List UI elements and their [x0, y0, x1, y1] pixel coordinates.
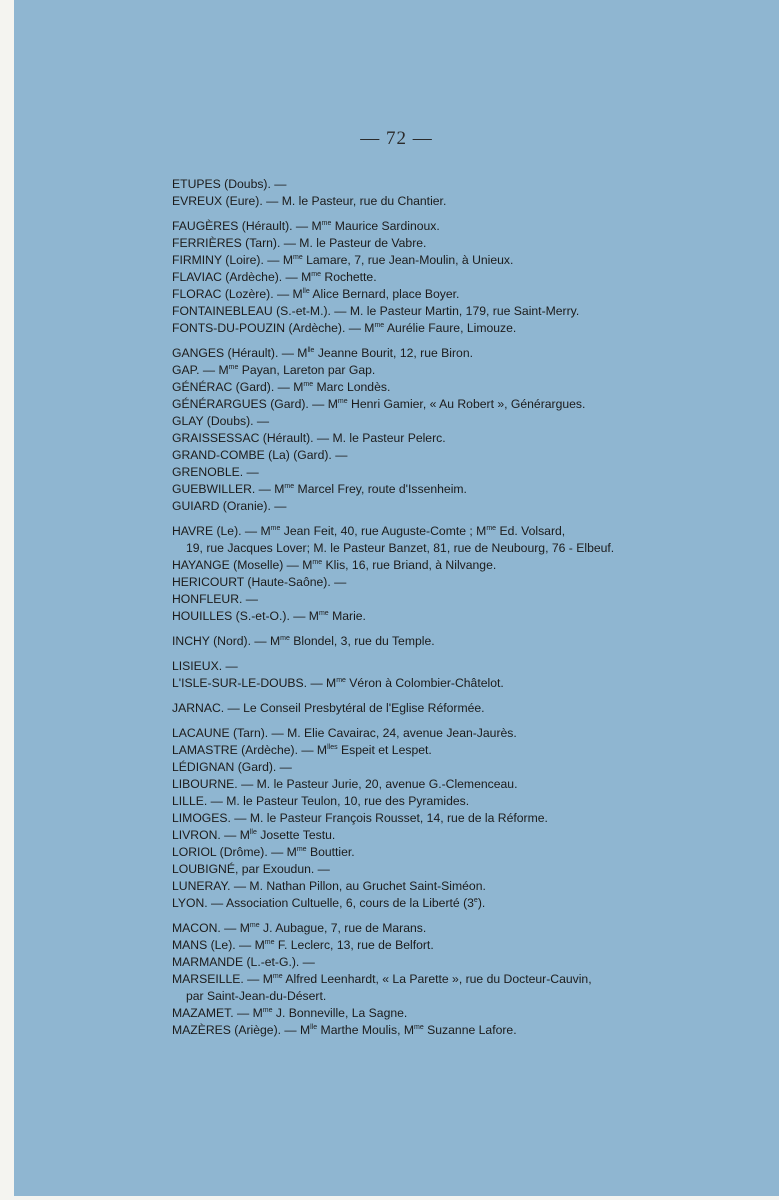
- title-superscript: me: [280, 635, 290, 642]
- entry-text: LISIEUX. —: [172, 659, 238, 673]
- directory-list: [172, 176, 692, 1039]
- directory-entry: [172, 362, 692, 379]
- entry-text: GUIARD (Oranie). —: [172, 499, 287, 513]
- title-superscript: lle: [307, 347, 315, 354]
- directory-entry: [172, 557, 692, 574]
- entry-text: LYON. — Association Cultuelle, 6, cours de la Liberté (3: [172, 896, 474, 910]
- directory-entry: [172, 658, 692, 675]
- title-superscript: me: [486, 525, 497, 532]
- directory-entry: [172, 345, 692, 362]
- entry-text: JARNAC. — Le Conseil Presbytéral de l'Eglise Réformée.: [172, 701, 485, 715]
- directory-entry: [172, 827, 692, 844]
- directory-entry: [172, 303, 692, 320]
- entry-text: Jean Feit, 40, rue Auguste-Comte ; M: [280, 524, 487, 538]
- title-superscript: me: [318, 610, 329, 617]
- entry-text: GUEBWILLER. — M: [172, 482, 285, 496]
- entry-text: LACAUNE (Tarn). — M. Elie Cavairac, 24, avenue Jean-Jaurès.: [172, 726, 517, 740]
- entry-text: FERRIÈRES (Tarn). — M. le Pasteur de Vabre.: [172, 236, 427, 250]
- entry-text: GRENOBLE. —: [172, 465, 259, 479]
- entry-text: LIBOURNE. — M. le Pasteur Jurie, 20, avenue G.-Clemenceau.: [172, 777, 518, 791]
- directory-entry: [172, 498, 692, 515]
- entry-text: FIRMINY (Loire). — M: [172, 253, 293, 267]
- document-page: [14, 0, 779, 1196]
- entry-text: LUNERAY. — M. Nathan Pillon, au Gruchet Saint-Siméon.: [172, 879, 486, 893]
- group-separator: [172, 650, 692, 658]
- entry-text: Maurice Sardinoux.: [331, 219, 440, 233]
- entry-text: Blondel, 3, rue du Temple.: [289, 634, 435, 648]
- entry-text: FONTAINEBLEAU (S.-et-M.). — M. le Pasteur Martin, 179, rue Saint-Merry.: [172, 304, 580, 318]
- title-superscript: me: [321, 220, 332, 227]
- title-superscript: me: [303, 381, 314, 388]
- directory-entry: [172, 810, 692, 827]
- entry-text: Payan, Lareton par Gap.: [238, 363, 376, 377]
- directory-entry: [172, 430, 692, 447]
- entry-text: Bouttier.: [306, 845, 355, 859]
- entry-text: Henri Gamier, « Au Robert », Générargues.: [347, 397, 586, 411]
- entry-text: GANGES (Hérault). — M: [172, 346, 308, 360]
- directory-entry: [172, 675, 692, 692]
- entry-text: EVREUX (Eure). — M. le Pasteur, rue du Chantier.: [172, 194, 447, 208]
- title-superscript: me: [262, 1007, 273, 1014]
- directory-entry: [172, 1005, 692, 1022]
- directory-entry: [172, 286, 692, 303]
- entry-text: Ed. Volsard,: [496, 524, 566, 538]
- entry-text: L'ISLE-SUR-LE-DOUBS. — M: [172, 676, 337, 690]
- entry-text: ).: [477, 896, 486, 910]
- entry-text: Véron à Colombier-Châtelot.: [345, 676, 504, 690]
- entry-text: Marc Londès.: [313, 380, 391, 394]
- entry-text: J. Aubague, 7, rue de Marans.: [259, 921, 427, 935]
- entry-text: J. Bonneville, La Sagne.: [272, 1006, 408, 1020]
- directory-entry: [172, 252, 692, 269]
- entry-text: LAMASTRE (Ardèche). — M: [172, 743, 328, 757]
- directory-entry: [172, 878, 692, 895]
- entry-text: Alfred Leenhardt, « La Parette », rue du Docteur-Cauvin,: [282, 972, 592, 986]
- entry-text: LIVRON. — M: [172, 828, 250, 842]
- directory-entry: [172, 523, 692, 557]
- entry-text: MAZAMET. — M: [172, 1006, 263, 1020]
- directory-entry: [172, 235, 692, 252]
- directory-entry: [172, 742, 692, 759]
- directory-entry: [172, 320, 692, 337]
- title-superscript: me: [249, 922, 260, 929]
- group-separator: [172, 912, 692, 920]
- entry-text: LIMOGES. — M. le Pasteur François Rousset, 14, rue de la Réforme.: [172, 811, 548, 825]
- group-separator: [172, 692, 692, 700]
- entry-text: FAUGÈRES (Hérault). — M: [172, 219, 322, 233]
- directory-entry: [172, 269, 692, 286]
- directory-entry: [172, 481, 692, 498]
- entry-text: LILLE. — M. le Pasteur Teulon, 10, rue des Pyramides.: [172, 794, 470, 808]
- group-separator: [172, 717, 692, 725]
- directory-entry: [172, 413, 692, 430]
- entry-text: Marcel Frey, route d'Issenheim.: [294, 482, 467, 496]
- entry-text: GÉNÉRARGUES (Gard). — M: [172, 397, 338, 411]
- directory-entry: [172, 920, 692, 937]
- directory-entry: [172, 608, 692, 625]
- directory-entry: [172, 447, 692, 464]
- directory-entry: [172, 793, 692, 810]
- title-superscript: me: [228, 364, 239, 371]
- entry-text: GRAISSESSAC (Hérault). — M. le Pasteur Pelerc.: [172, 431, 446, 445]
- directory-entry: [172, 759, 692, 776]
- entry-text: Suzanne Lafore.: [423, 1023, 517, 1037]
- directory-entry: [172, 844, 692, 861]
- title-superscript: lle: [302, 288, 310, 295]
- entry-text: GAP. — M: [172, 363, 229, 377]
- entry-text: GLAY (Doubs). —: [172, 414, 270, 428]
- directory-entry: [172, 954, 692, 971]
- entry-text: MAZÈRES (Ariège). — M: [172, 1023, 311, 1037]
- title-superscript: me: [264, 939, 275, 946]
- entry-text: Rochette.: [321, 270, 377, 284]
- entry-text: HOUILLES (S.-et-O.). — M: [172, 609, 319, 623]
- directory-entry: [172, 700, 692, 717]
- entry-text: GÉNÉRAC (Gard). — M: [172, 380, 304, 394]
- directory-entry: [172, 1022, 692, 1039]
- group-separator: [172, 515, 692, 523]
- entry-text: Lamare, 7, rue Jean-Moulin, à Unieux.: [302, 253, 514, 267]
- directory-entry: [172, 574, 692, 591]
- entry-text: FLAVIAC (Ardèche). — M: [172, 270, 312, 284]
- entry-text: INCHY (Nord). — M: [172, 634, 281, 648]
- entry-text: Marthe Moulis, M: [317, 1023, 415, 1037]
- entry-text: FONTS-DU-POUZIN (Ardèche). — M: [172, 321, 375, 335]
- directory-entry: [172, 176, 692, 193]
- entry-text: MARMANDE (L.-et-G.). —: [172, 955, 315, 969]
- entry-text: F. Leclerc, 13, rue de Belfort.: [274, 938, 434, 952]
- entry-text: GRAND-COMBE (La) (Gard). —: [172, 448, 348, 462]
- entry-text: Aurélie Faure, Limouze.: [384, 321, 517, 335]
- title-superscript: me: [414, 1024, 424, 1031]
- entry-continuation: par Saint-Jean-du-Désert.: [186, 989, 327, 1003]
- group-separator: [172, 210, 692, 218]
- entry-text: MARSEILLE. — M: [172, 972, 273, 986]
- entry-text: Josette Testu.: [256, 828, 336, 842]
- entry-text: MACON. — M: [172, 921, 250, 935]
- group-separator: [172, 337, 692, 345]
- title-superscript: lles: [327, 744, 338, 751]
- title-superscript: me: [311, 271, 322, 278]
- entry-text: Jeanne Bourit, 12, rue Biron.: [314, 346, 473, 360]
- directory-entry: [172, 218, 692, 235]
- title-superscript: e: [473, 897, 478, 904]
- title-superscript: me: [336, 677, 346, 684]
- directory-entry: [172, 396, 692, 413]
- directory-entry: [172, 379, 692, 396]
- entry-text: HAVRE (Le). — M: [172, 524, 271, 538]
- title-superscript: me: [272, 973, 283, 980]
- entry-text: LORIOL (Drôme). — M: [172, 845, 297, 859]
- title-superscript: lle: [310, 1024, 318, 1031]
- title-superscript: me: [296, 846, 307, 853]
- entry-text: Marie.: [328, 609, 366, 623]
- directory-entry: [172, 725, 692, 742]
- entry-text: ETUPES (Doubs). —: [172, 177, 287, 191]
- directory-entry: [172, 895, 692, 912]
- directory-entry: [172, 776, 692, 793]
- directory-entry: [172, 464, 692, 481]
- directory-entry: [172, 861, 692, 878]
- title-superscript: me: [270, 525, 281, 532]
- directory-entry: [172, 937, 692, 954]
- entry-text: Espeit et Lespet.: [337, 743, 432, 757]
- directory-entry: [172, 971, 692, 1005]
- entry-text: MANS (Le). — M: [172, 938, 265, 952]
- page-number: — 72 —: [360, 128, 433, 149]
- title-superscript: me: [284, 483, 295, 490]
- title-superscript: me: [337, 398, 348, 405]
- group-separator: [172, 625, 692, 633]
- directory-entry: [172, 591, 692, 608]
- title-superscript: me: [312, 559, 323, 566]
- directory-entry: [172, 193, 692, 210]
- title-superscript: me: [374, 322, 385, 329]
- entry-text: Klis, 16, rue Briand, à Nilvange.: [322, 558, 497, 572]
- entry-text: LÉDIGNAN (Gard). —: [172, 760, 292, 774]
- title-superscript: me: [292, 254, 303, 261]
- entry-text: HAYANGE (Moselle) — M: [172, 558, 313, 572]
- entry-text: Alice Bernard, place Boyer.: [309, 287, 460, 301]
- entry-text: LOUBIGNÉ, par Exoudun. —: [172, 862, 330, 876]
- title-superscript: lle: [249, 829, 257, 836]
- directory-entry: [172, 633, 692, 650]
- entry-text: FLORAC (Lozère). — M: [172, 287, 303, 301]
- entry-text: HONFLEUR. —: [172, 592, 258, 606]
- entry-text: HERICOURT (Haute-Saône). —: [172, 575, 347, 589]
- entry-continuation: 19, rue Jacques Lover; M. le Pasteur Banzet, 81, rue de Neubourg, 76 - Elbeuf.: [186, 541, 615, 555]
